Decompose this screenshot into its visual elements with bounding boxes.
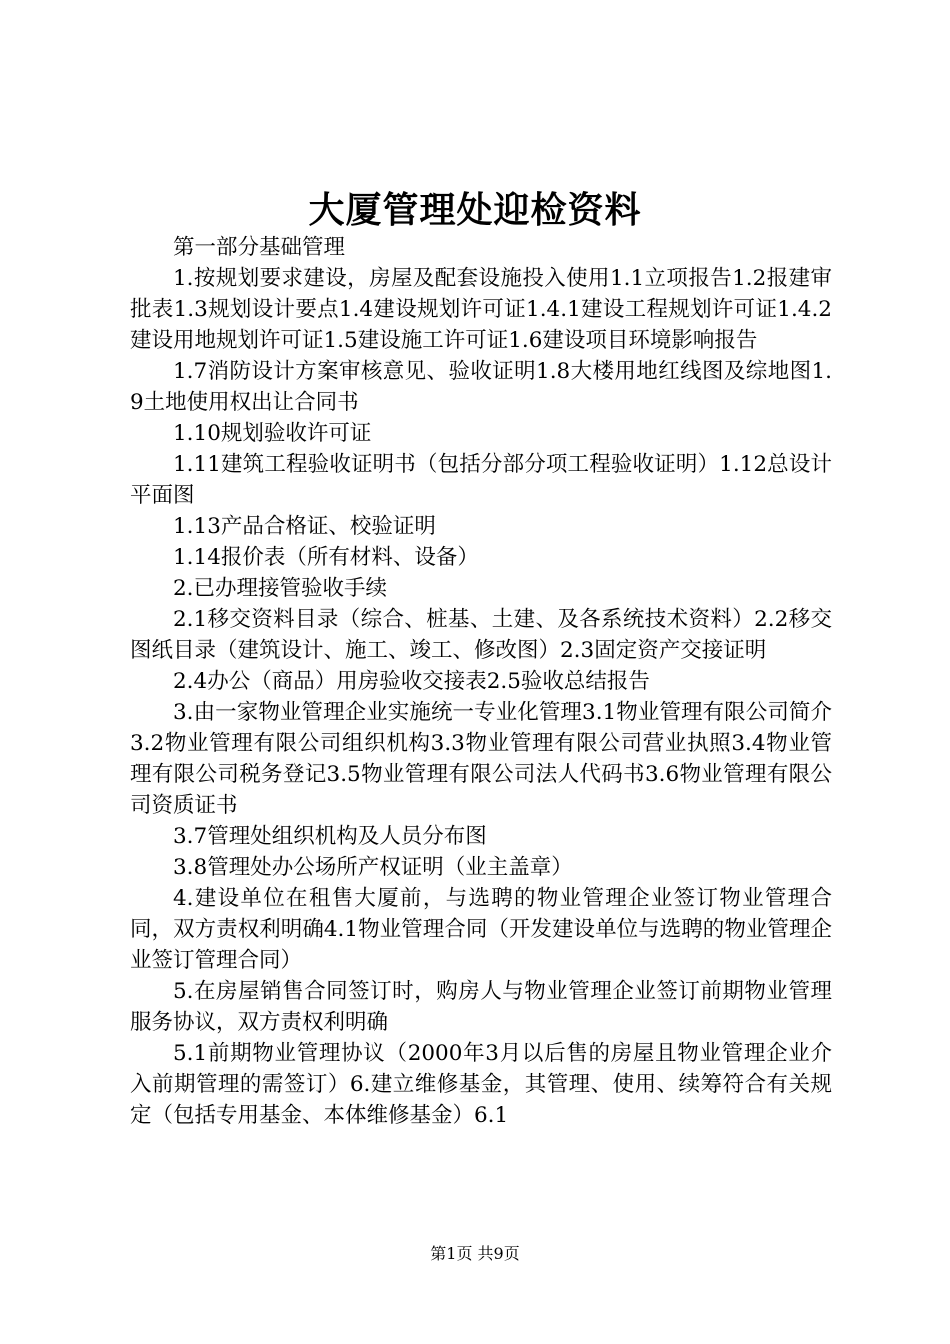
document-title: 大厦管理处迎检资料 [308,189,642,231]
paragraph: 3.由一家物业管理企业实施统一专业化管理3.1物业管理有限公司简介3.2物业管理有限公司组织机构3.3物业管理有限公司营业执照3.4物业管理有限公司税务登记3.5物业管理有限公司法人代码书3.6物业管理有限公司资质证书 [130,700,832,818]
paragraph: 1.按规划要求建设，房屋及配套设施投入使用1.1立项报告1.2报建审批表1.3规划设计要点1.4建设规划许可证1.4.1建设工程规划许可证1.4.2建设用地规划许可证1.5建设施工许可证1.6建设项目环境影响报告 [130,266,832,353]
paragraph: 4.建设单位在租售大厦前，与选聘的物业管理企业签订物业管理合同，双方责权利明确4.1物业管理合同（开发建设单位与选聘的物业管理企业签订管理合同） [130,886,832,973]
paragraph: 1.14报价表（所有材料、设备） [173,545,479,570]
document-body [130,232,832,1131]
paragraph: 3.8管理处办公场所产权证明（业主盖章） [173,855,573,880]
paragraph: 2.1移交资料目录（综合、桩基、土建、及各系统技术资料）2.2移交图纸目录（建筑设计、施工、竣工、修改图）2.3固定资产交接证明 [130,607,832,663]
paragraph: 2.已办理接管验收手续 [173,576,388,601]
paragraph: 1.7消防设计方案审核意见、验收证明1.8大楼用地红线图及综地图1.9土地使用权出让合同书 [130,359,832,415]
paragraph: 5.在房屋销售合同签订时，购房人与物业管理企业签订前期物业管理服务协议，双方责权利明确 [130,979,832,1035]
paragraph: 第一部分基础管理 [173,235,346,260]
paragraph: 2.4办公（商品）用房验收交接表2.5验收总结报告 [173,669,650,694]
paragraph: 3.7管理处组织机构及人员分布图 [173,824,487,849]
paragraph: 1.13产品合格证、校验证明 [173,514,436,539]
page-footer: 第1页 共9页 [430,1244,520,1263]
paragraph: 1.11建筑工程验收证明书（包括分部分项工程验收证明）1.12总设计平面图 [130,452,832,508]
paragraph: 5.1前期物业管理协议（2000年3月以后售的房屋且物业管理企业介入前期管理的需签订）6.建立维修基金，其管理、使用、续筹符合有关规定（包括专用基金、本体维修基金）6.1 [130,1041,832,1128]
paragraph: 1.10规划验收许可证 [173,421,372,446]
